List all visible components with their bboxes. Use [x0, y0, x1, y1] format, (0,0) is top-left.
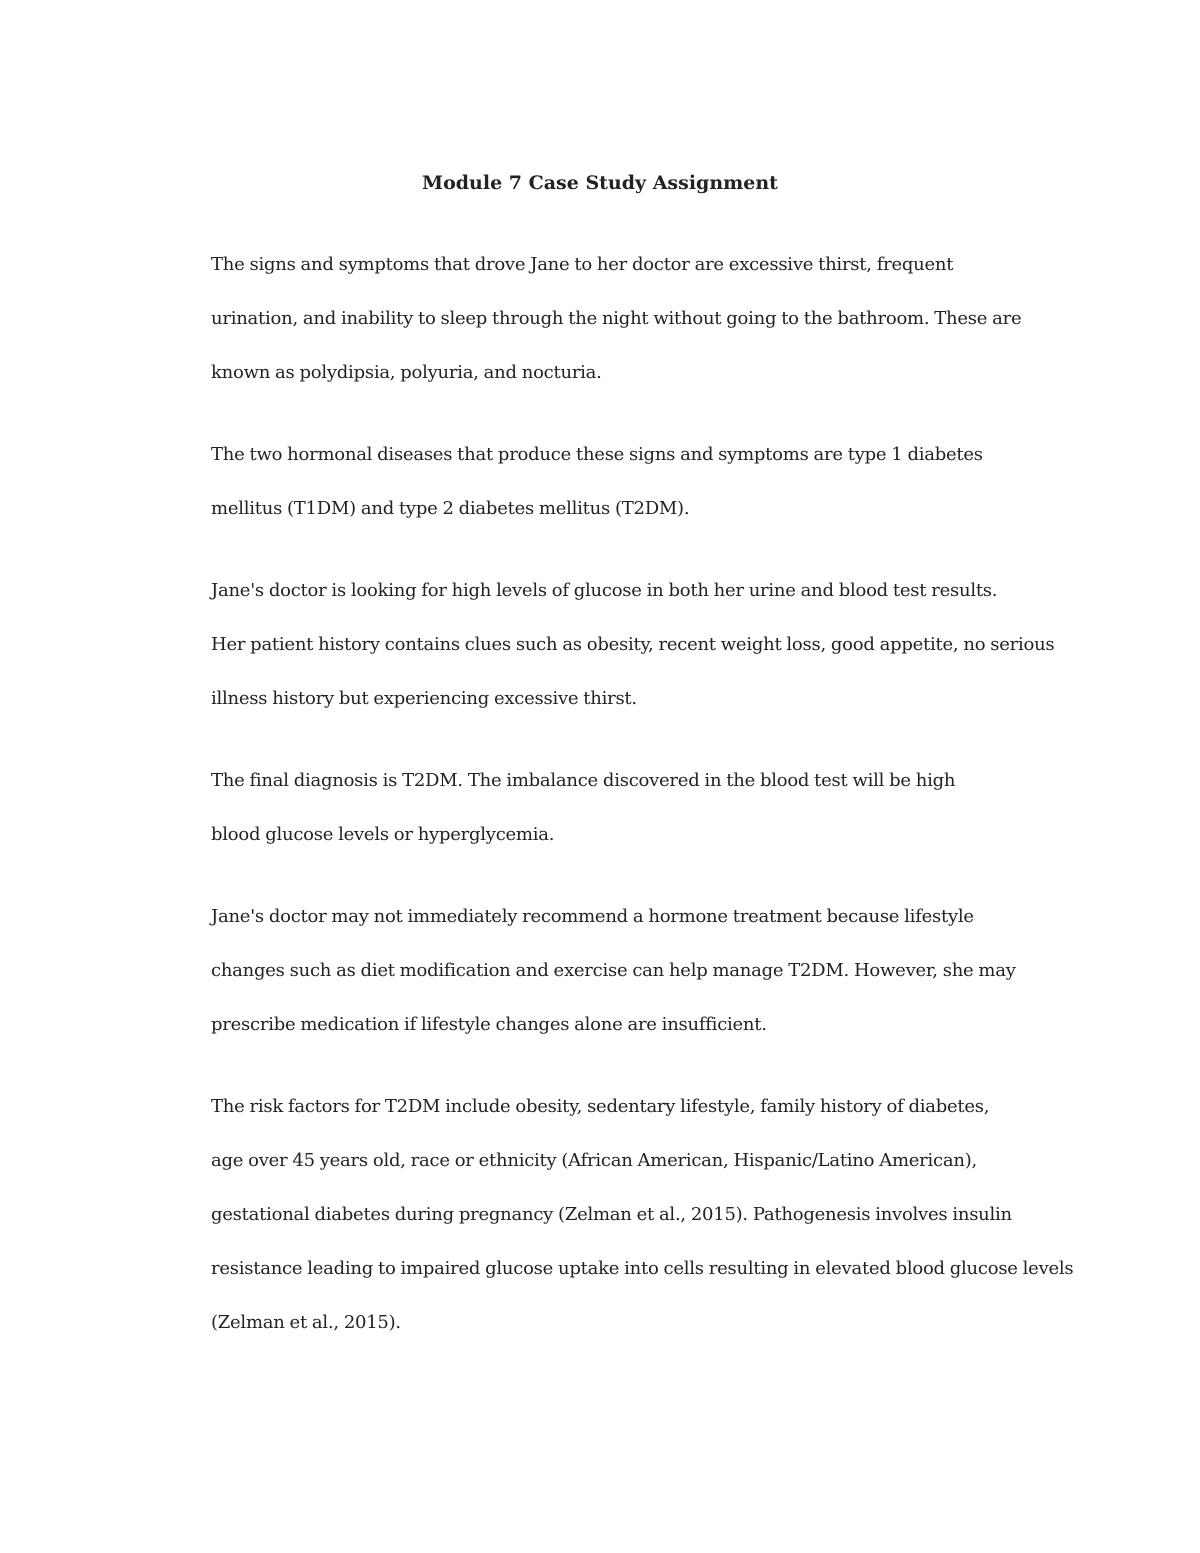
paragraph: [141, 754, 1061, 862]
text-line: known as polydipsia, polyuria, and nocturia.: [211, 362, 602, 383]
paragraph: [141, 564, 1061, 726]
text-line: (Zelman et al., 2015).: [211, 1312, 401, 1333]
text-line: changes such as diet modification and exercise can help manage T2DM. However, she may: [211, 960, 1016, 981]
text-line: age over 45 years old, race or ethnicity (African American, Hispanic/Latino American),: [211, 1150, 977, 1171]
text-line: The two hormonal diseases that produce these signs and symptoms are type 1 diabetes: [211, 444, 983, 465]
text-line: The final diagnosis is T2DM. The imbalance discovered in the blood test will be high: [211, 770, 956, 791]
document-title: Module 7 Case Study Assignment: [422, 172, 778, 194]
text-line: illness history but experiencing excessive thirst.: [211, 688, 637, 709]
paragraph: [141, 890, 1061, 1052]
text-line: Jane's doctor may not immediately recommend a hormone treatment because lifestyle: [211, 906, 974, 927]
paragraph: [141, 1080, 1074, 1350]
text-line: The signs and symptoms that drove Jane to her doctor are excessive thirst, frequent: [211, 254, 954, 275]
paragraph: [141, 238, 1061, 400]
text-line: resistance leading to impaired glucose uptake into cells resulting in elevated blood glucose levels: [211, 1258, 1074, 1279]
text-line: Her patient history contains clues such as obesity, recent weight loss, good appetite, no serious: [211, 634, 1055, 655]
text-line: gestational diabetes during pregnancy (Zelman et al., 2015). Pathogenesis involves insulin: [211, 1204, 1012, 1225]
text-line: mellitus (T1DM) and type 2 diabetes mellitus (T2DM).: [211, 498, 690, 519]
text-line: Jane's doctor is looking for high levels of glucose in both her urine and blood test results.: [211, 580, 998, 601]
text-line: urination, and inability to sleep through the night without going to the bathroom. These are: [211, 308, 1022, 329]
document-body: [141, 238, 1074, 1350]
text-line: prescribe medication if lifestyle changes alone are insufficient.: [211, 1014, 767, 1035]
text-line: blood glucose levels or hyperglycemia.: [211, 824, 555, 845]
paragraph: [141, 428, 1061, 536]
text-line: The risk factors for T2DM include obesity, sedentary lifestyle, family history of diabetes,: [211, 1096, 990, 1117]
